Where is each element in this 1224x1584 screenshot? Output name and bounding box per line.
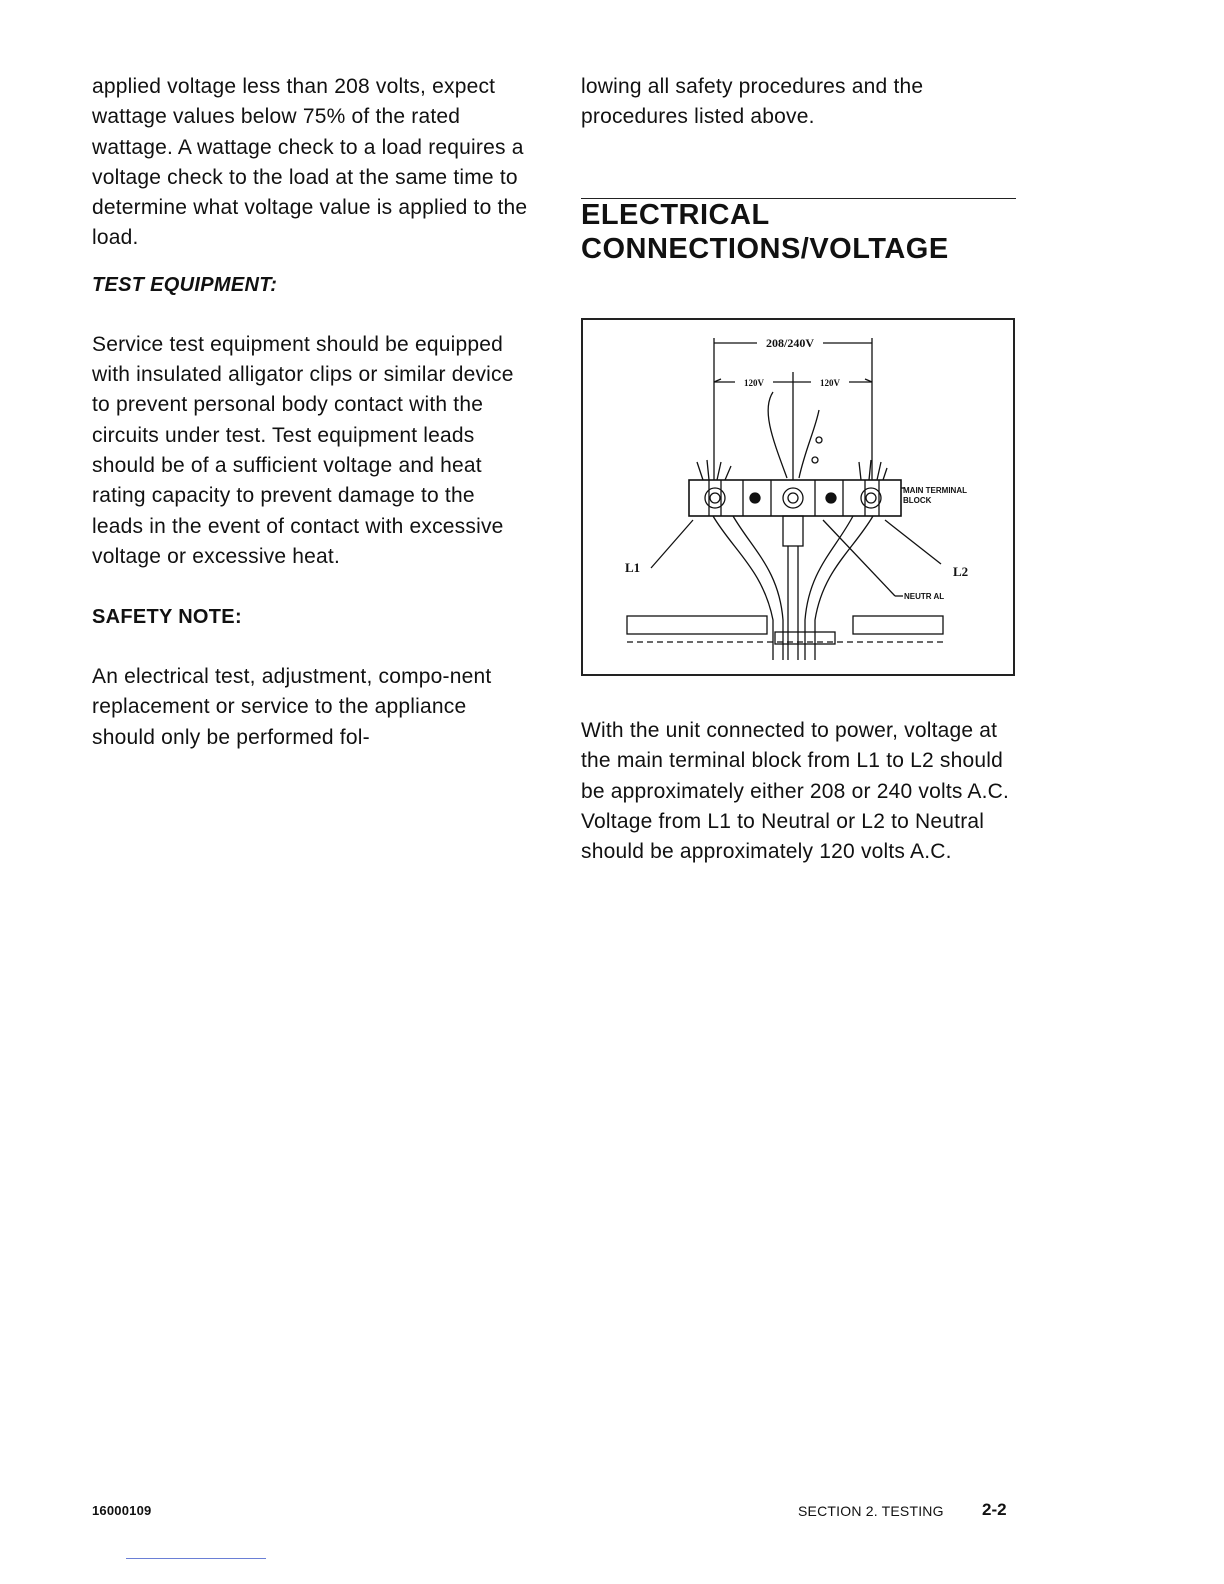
test-equipment-paragraph: Service test equipment should be equipped with insulated alligator clips or similar device to prevent personal body contact with the circuits under test. Test equipment leads should be of a sufficient voltage and heat rating capacity to prevent damage to the leads in the event of contact with excessive voltage or excessive heat. [92, 332, 514, 568]
label-left-voltage: 120V [744, 378, 764, 388]
footer-section: SECTION 2. TESTING [798, 1503, 944, 1519]
label-total-voltage: 208/240V [766, 336, 814, 350]
label-l1: L1 [625, 560, 641, 575]
wiring-diagram-svg [583, 320, 1017, 678]
test-equipment-heading: TEST EQUIPMENT: [92, 273, 278, 296]
terminal-block-diagram [581, 318, 1015, 676]
safety-note-heading: SAFETY NOTE: [92, 606, 242, 629]
right-column-top [581, 72, 1021, 133]
connection-paragraph: With the unit connected to power, voltage at the main terminal block from L1 to L2 should be approximately either 208 or 240 volts A.C. Voltage from L1 to Neutral or L2 to Neutral should be approximately 120 volts A.C. [581, 719, 1010, 864]
intro-paragraph: applied voltage less than 208 volts, expect wattage values below 75% of the rated wattage. A wattage check to a load requires a voltage check to the load at the same time to determine what voltage value is applied to the load. [92, 75, 528, 250]
footer-page-number: 2-2 [982, 1500, 1007, 1519]
section-heading-line2: CONNECTIONS/VOLTAGE [581, 233, 949, 265]
label-right-voltage: 120V [820, 378, 840, 388]
label-l2: L2 [953, 564, 969, 579]
connection-description [581, 716, 1021, 867]
footer-doc-number: 16000109 [92, 1503, 152, 1518]
bottom-rule [126, 1558, 266, 1559]
section-heading [581, 198, 1021, 266]
label-block: BLOCK [903, 496, 932, 505]
left-column [92, 72, 542, 753]
continued-paragraph: lowing all safety procedures and the procedures listed above. [581, 75, 924, 129]
section-heading-line1: ELECTRICAL [581, 199, 770, 231]
safety-note-paragraph: An electrical test, adjustment, compo-nent replacement or service to the appliance should only be performed fol- [92, 665, 492, 749]
label-neutral: NEUTR AL [904, 592, 945, 601]
label-main-terminal: MAIN TERMINAL [903, 486, 967, 495]
